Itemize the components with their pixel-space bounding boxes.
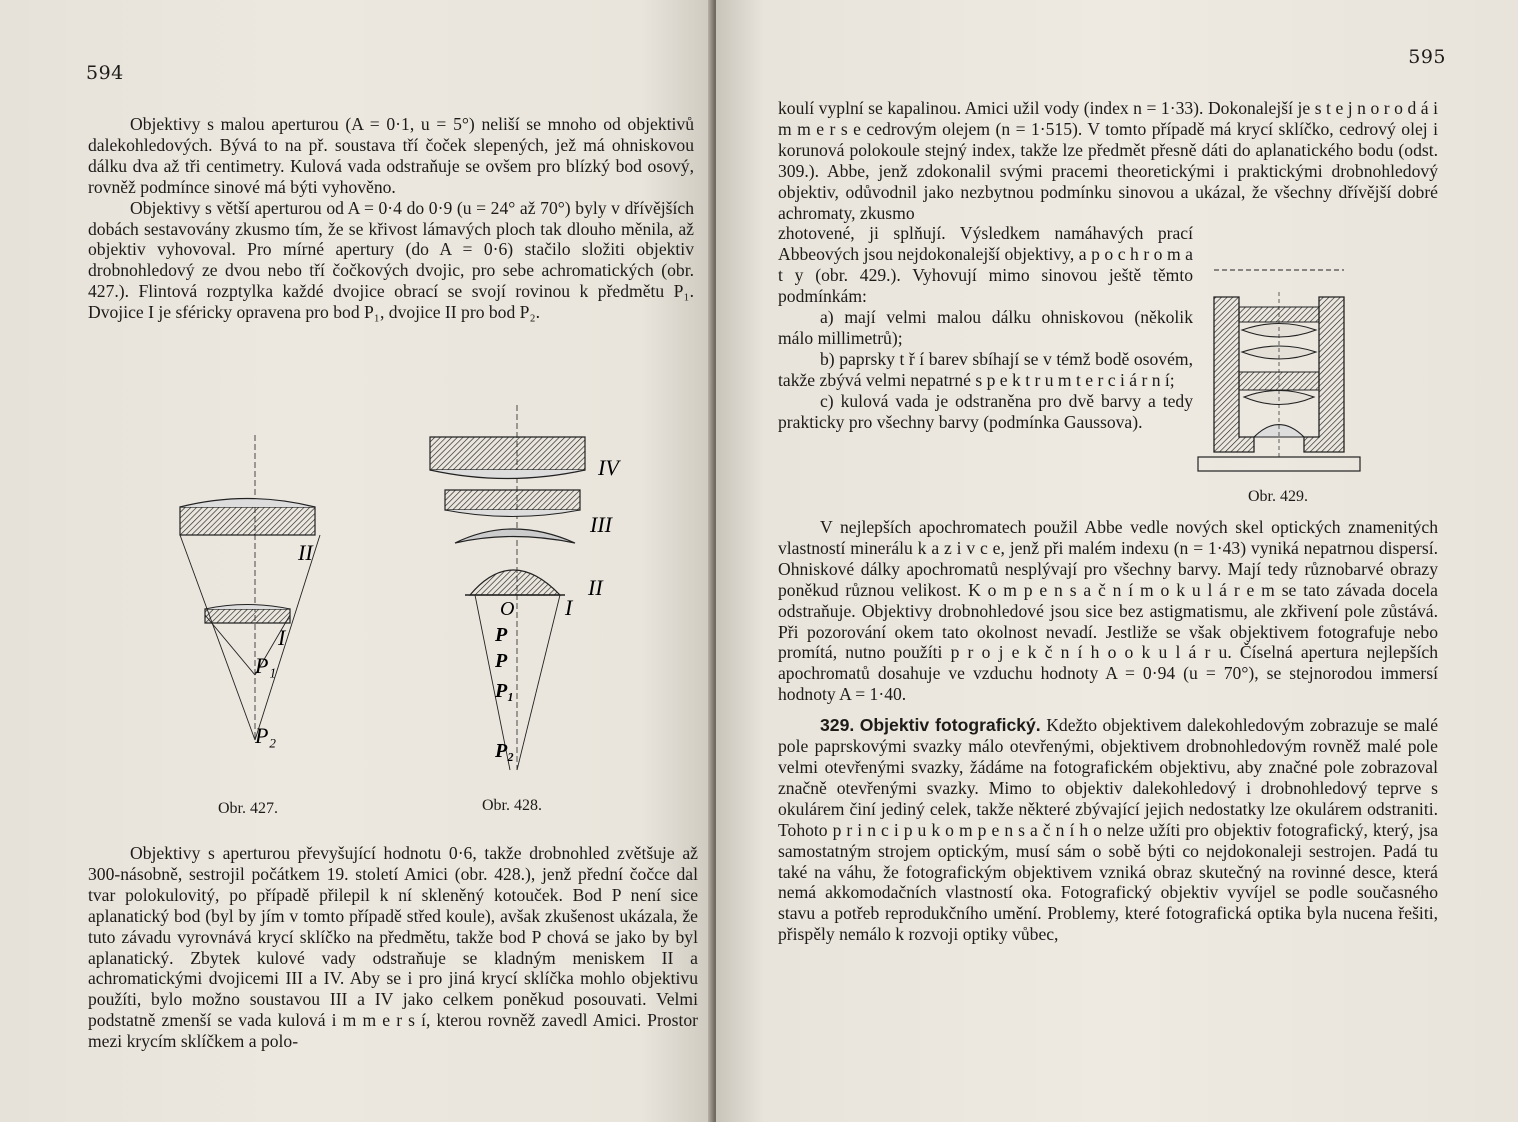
paragraph: Objektivy s větší aperturou od A = 0·4 do 0·9 (u = 24° až 70°) byly v dřívějších dobách sestavovány zkusmo tím, že se křivost lámavých ploch tak dlouho měnila, až objektiv vyhovoval. Pro mírné apertury (do A = 0·6) stačilo složiti objektiv drobnohledový ze dvou nebo tří čočkových dvojic, pro sebe achromatických (obr. 427.). Flintová rozptylka každé dvojice obrací se svojí rovinou k předmětu P₁. Dvojice I je sféricky opravena pro bod P₁, dvojice II pro bod P₂.	[88, 197, 694, 323]
narrow-column	[778, 223, 1193, 432]
section-text: Kdežto objektivem dalekohledovým zobrazuje se malé pole paprskovými svazky málo otevřenými, objektivem drobnohledovým rovněž malé pole velmi otevřenými svazky, žádáme na fotografickém objektivu, aby značné pole zobrazoval značně otevřenými svazky. Mimo to objektiv dalekohledový i drobnohledový teprve s okulárem činí jediný celek, takže některé zbývající jejich nedostatky lze okulárem odstraniti. Tohoto p r i n c i p u k o m p e n s a č n í h o nelze užíti pro objektiv fotografický, který, jsa samostatným strojem optickým, musí sám o sobě býti co nejdokonaleji sestrojen. Padá tu také na váhu, že fotografickým objektivem vzniká obraz skutečný na rovinné desce, která nemá akkomodačních vlastností oka. Fotografický objektiv vyvíjel se podle současného stavu a potřeb reprodukčního umění. Problemy, které fotografická optika byla nucena řešiti, přispěly nemálo k rozvoji optiky vůbec,	[778, 715, 1439, 945]
list-item-a: a) mají velmi malou dálku ohniskovou (několik málo millimetrů);	[778, 307, 1193, 348]
page-number-left: 594	[86, 62, 124, 84]
section-title: Objektiv fotografický.	[859, 715, 1041, 736]
right-page	[716, 0, 1518, 1122]
left-text-top	[88, 114, 694, 323]
paragraph: zhotovené, ji splňují. Výsledkem namáhavých prací Abbeových jsou nejdokonalejší objektivy, a p o c h r o m a t y (obr. 429.). Vyhovují mimo sinovou ještě těmto podmínkám:	[778, 223, 1193, 307]
fig427-label: I	[278, 625, 286, 650]
fig427-label: P₁	[255, 653, 277, 678]
list-item-b: b) paprsky t ř í barev sbíhají se v témž bodě osovém, takže zbývá velmi nepatrné s p e k t r u m t e r c i á r n í;	[778, 348, 1193, 390]
fig428-label: I	[565, 595, 573, 620]
section-number: 329.	[820, 715, 855, 736]
fig427-label: II	[298, 540, 313, 565]
caption-fig429: Obr. 429.	[1248, 488, 1308, 505]
list-item-c: c) kulová vada je odstraněna pro dvě barvy a tedy prakticky pro všechny barvy (podmínka Gaussova).	[778, 390, 1193, 432]
fig428-label: IV	[598, 455, 619, 480]
fig428-label: P	[495, 650, 508, 672]
right-text-bottom	[778, 517, 1438, 945]
paragraph: koulí vyplní se kapalinou. Amici užil vody (index n = 1·33). Dokonalejší je s t e j n o r o d á i m m e r s e cedrovým olejem (n = 1·515). V tomto případě má krycí sklíčko, cedrový olej i korunová polokoule stejný index, takže lze předmět přesně dáti do aplanatického bodu (odst. 309.). Abbe, jenž zdokonalil svými pracemi theoretickými i praktickými drobnohledový objektiv, odůvodnil jako nezbytnou podmínku sinovou a ukázal, že všechny dřívější dobré achromaty, zkusmo	[778, 98, 1438, 223]
paragraph: Objektivy s aperturou převyšující hodnotu 0·6, takže drobnohled zvětšuje až 300-násobně, sestrojil počátkem 19. století Amici (obr. 428.), jenž přední čočce dal tvar polokulovitý, po případě přilepil k ní skleněný kotouček. Bod P není sice aplanatický bod (byl by jím v tomto případě střed koule), avšak zkušenost ukázala, že tuto závadu vyrovnává krycí sklíčko na předmětu, takže bod P chová se jako by byl aplanatický. Zbytek kulové vady odstraňuje se kladným meniskem II a achromatickými dvojicemi III a IV. Aby se i pro jiná krycí sklíčka mohlo objektivu použíti, bylo možno soustavou III a IV jako celkem poněkud posouvati. Velmi podstatně zmenší se vada kulová i m m e r s í, kterou rovněž zavedl Amici. Prostor mezi krycím sklíčkem a polo-	[88, 843, 698, 1052]
left-page	[0, 0, 712, 1122]
paragraph: V nejlepších apochromatech použil Abbe vedle nových skel optických znamenitých vlastností minerálu k a z i v c e, jenž při malém indexu (n = 1·43) vyniká nepatrnou dispersí. Ohniskové dálky apochromatů nesplývají pro všechny barvy. Mají tedy různobarvé obrazy poněkud různou velikost. K o m p e n s a č n í m o k u l á r e m se tato závada docela odstraňuje. Objektivy drobnohledové jsou sice bez astigmatismu, ale zkřivení pole zůstává. Při pozorování okem tato okolnost nevadí. Jestliže se však objektivem fotografuje nebo promítá, nutno použíti p r o j e k č n í h o o k u l á r u. Číselná apertura nejlepších apochromatů dosahuje ve vzduchu hodnoty A = 0·94 (u = 70°), se stejnorodou immersí hodnoty A = 1·40.	[778, 517, 1438, 705]
fig427-label: P₂	[255, 723, 277, 748]
fig428-label: III	[590, 512, 612, 537]
figure-427	[150, 395, 350, 795]
caption-fig427: Obr. 427.	[218, 800, 278, 817]
fig428-label: P	[495, 624, 508, 646]
page-number-right: 595	[1408, 46, 1446, 68]
left-text-bottom	[88, 843, 698, 1052]
caption-fig428: Obr. 428.	[482, 797, 542, 814]
figure-428	[420, 395, 640, 785]
paragraph: Objektivy s malou aperturou (A = 0·1, u = 5°) neliší se mnoho od objektivů dalekohledových. Bývá to na př. soustava tří čoček slepených, jež má ohniskovou dálku dva až tři centimetry. Kulová vada odstraňuje se ovšem pro blízký bod osový, rovněž podmínce sinové má býti vyhověno.	[88, 114, 694, 197]
section-329	[778, 715, 1438, 945]
figure-429	[1194, 262, 1369, 487]
fig428-label: P₁	[495, 680, 515, 702]
fig428-label: O	[500, 598, 515, 620]
fig428-label: II	[588, 575, 603, 600]
fig428-label: P₂	[495, 740, 515, 762]
